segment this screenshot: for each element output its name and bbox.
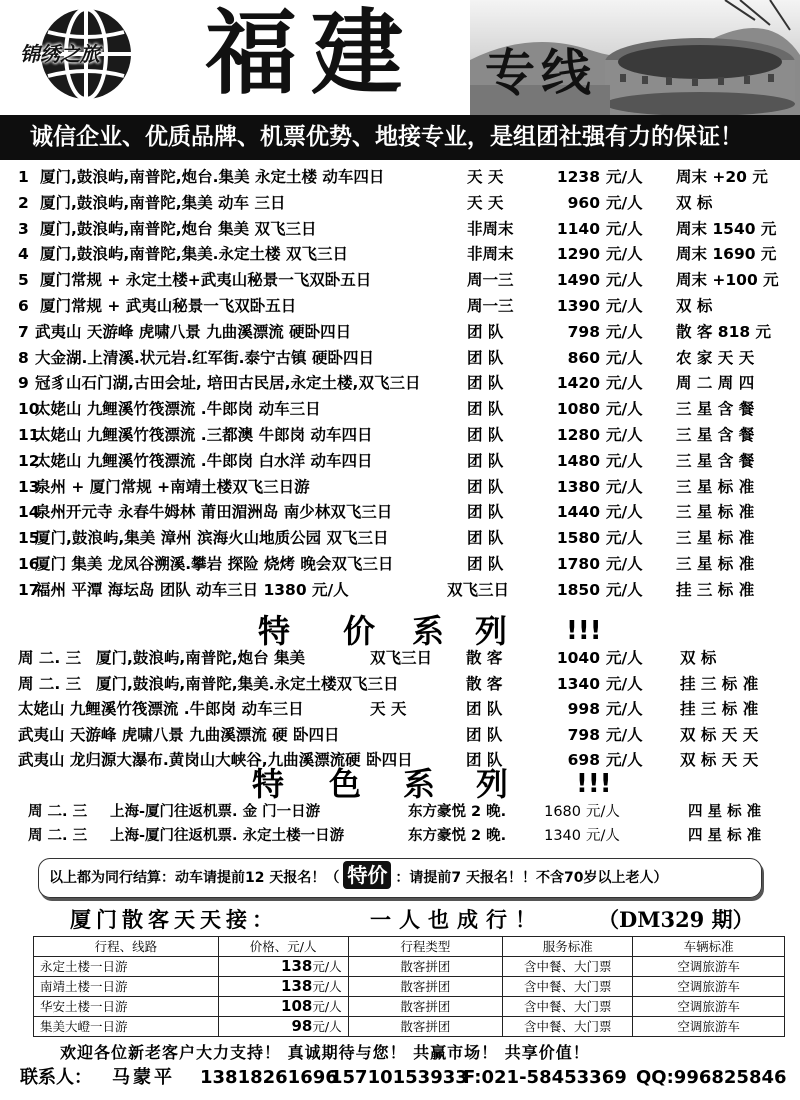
issue-number: （DM329 期） [598, 907, 754, 932]
tour-note: 周末 +20 元 [676, 168, 768, 186]
price-unit: 元/人 [606, 297, 643, 315]
price-value: 108 [281, 997, 313, 1015]
tour-schedule: 团 队 [467, 348, 504, 367]
vehicle-cell: 空调旅游车 [633, 977, 785, 997]
tour-schedule: 非周末 [467, 219, 514, 238]
price-unit: 元/人 [606, 503, 643, 522]
tour-note: 挂 三 标 准 [676, 580, 755, 599]
tour-row [0, 241, 800, 267]
special-route: 厦门,鼓浪屿,南普陀,集美.永定土楼双飞三日 [96, 674, 399, 693]
price-unit: 元/人 [312, 999, 342, 1014]
tour-row [0, 216, 800, 242]
tour-row [0, 396, 800, 422]
tour-number: 15 [18, 529, 40, 548]
tour-note: 三 星 含 餐 [676, 400, 755, 419]
tour-number: 7 [18, 322, 29, 341]
vehicle-cell: 空调旅游车 [633, 1017, 785, 1037]
section-title-char: 列 [476, 765, 509, 803]
tour-schedule: 非周末 [467, 245, 514, 264]
feature-note: 四 星 标 准 [688, 804, 762, 820]
tour-price: 1440 [556, 503, 600, 522]
special-price-row [0, 696, 800, 722]
tour-route: 厦门,鼓浪屿,集美 漳州 滨海火山地质公园 双飞三日 [35, 529, 389, 548]
price-unit: 元/人 [606, 400, 643, 419]
table-row [34, 977, 785, 997]
tour-route: 太姥山 九鲤溪竹筏漂流 .牛郎岗 白水洋 动车四日 [35, 451, 373, 470]
tour-number: 17 [18, 580, 40, 599]
fax-number: F:021-58453369 [463, 1067, 627, 1088]
tour-route: 冠豸山石门湖,古田会址, 培田古民居,永定土楼,双飞三日 [35, 374, 421, 393]
service-cell: 含中餐、大门票 [503, 997, 633, 1017]
feature-hotel: 东方豪悦 2 晚. [408, 828, 507, 844]
price-unit: 元/人 [606, 322, 643, 341]
price-unit: 元/人 [606, 245, 643, 264]
price-unit: 元/人 [606, 426, 643, 444]
price-unit: 元/人 [586, 828, 620, 844]
tour-price: 1290 [556, 245, 600, 264]
special-day: 周 二. 三 [18, 649, 82, 667]
special-note: 双 标 [680, 649, 717, 667]
tour-schedule: 周一三 [467, 297, 514, 315]
tour-row [0, 370, 800, 396]
special-day: 周 二. 三 [18, 674, 82, 693]
vehicle-cell: 空调旅游车 [633, 997, 785, 1017]
service-cell: 含中餐、大门票 [503, 1017, 633, 1037]
price-unit: 元/人 [312, 959, 342, 974]
price-unit: 元/人 [606, 700, 643, 718]
tour-route: 泉州开元寺 永春牛姆林 莆田湄洲岛 南少林双飞三日 [35, 503, 393, 522]
special-type: 团 队 [466, 725, 503, 744]
column-header: 车辆标准 [633, 937, 785, 957]
slogan-bar: 诚信企业、优质品牌、机票优势、地接专业，是组团社强有力的保证！ [0, 115, 800, 160]
pickup-slogan: 一人也成行！ [370, 908, 544, 932]
special-price-row [0, 645, 800, 671]
feature-note: 四 星 标 准 [688, 828, 762, 844]
tour-price: 860 [567, 348, 600, 367]
notice-text-after: ：请提前7 天报名！！不含70岁以上老人） [395, 870, 668, 886]
tour-schedule: 团 队 [467, 529, 504, 548]
special-price: 798 [567, 725, 600, 744]
tour-price: 1480 [556, 451, 600, 470]
notice-text-before: 以上都为同行结算：动车请提前12 天报名！（ [49, 870, 340, 886]
tour-number: 6 [18, 297, 29, 315]
page-title: 福建 [205, 0, 418, 107]
tour-route: 厦门,鼓浪屿,南普陀,炮台.集美 永定土楼 动车四日 [40, 168, 385, 186]
tour-row [0, 164, 800, 190]
column-header: 价格、元/人 [218, 937, 348, 957]
tour-number: 11 [18, 426, 40, 444]
special-type: 团 队 [466, 751, 503, 769]
feature-day: 周 二. 三 [28, 828, 88, 844]
special-note: 双 标 天 天 [680, 751, 759, 769]
tour-row [0, 190, 800, 216]
tour-price: 1380 [556, 477, 600, 496]
tour-schedule: 团 队 [467, 374, 504, 393]
tour-price: 798 [567, 322, 600, 341]
special-note: 双 标 天 天 [680, 725, 759, 744]
tour-price: 960 [567, 193, 600, 212]
vehicle-cell: 空调旅游车 [633, 957, 785, 977]
tour-note: 散 客 818 元 [676, 322, 772, 341]
tour-schedule: 天 天 [467, 193, 504, 212]
special-trip: 天 天 [370, 700, 407, 718]
section-title-char: 列 [475, 612, 508, 650]
price-cell [218, 977, 348, 997]
special-feature-row [0, 799, 800, 825]
tour-note: 周 二 周 四 [676, 374, 755, 393]
tour-row [0, 345, 800, 371]
tour-price: 1490 [556, 271, 600, 290]
tour-schedule: 双飞三日 [447, 580, 510, 599]
price-value: 138 [281, 977, 313, 995]
route-cell: 集美大嶝一日游 [34, 1017, 219, 1037]
column-header: 行程类型 [348, 937, 503, 957]
feature-day: 周 二. 三 [28, 804, 88, 820]
pickup-table [33, 936, 785, 1037]
tour-row [0, 448, 800, 474]
welcome-message: 欢迎各位新老客户大力支持！ 真诚期待与您！ 共赢市场！ 共享价值！ [60, 1043, 590, 1062]
tour-number: 1 [18, 168, 29, 186]
feature-price: 1680 [544, 804, 581, 820]
tour-row [0, 267, 800, 293]
table-row [34, 1017, 785, 1037]
contact-bar [0, 1063, 800, 1093]
price-unit: 元/人 [606, 555, 643, 573]
type-cell: 散客拼团 [348, 977, 503, 997]
tour-number: 13 [18, 477, 40, 496]
section-title-char: !!! [566, 616, 602, 646]
table-row [34, 957, 785, 977]
tour-note: 三 星 含 餐 [676, 426, 755, 444]
tour-route: 武夷山 天游峰 虎啸八景 九曲溪漂流 硬卧四日 [35, 322, 352, 341]
tour-number: 14 [18, 503, 40, 522]
special-price: 1340 [556, 674, 600, 693]
price-unit: 元/人 [606, 674, 643, 693]
special-price-row [0, 722, 800, 748]
tour-row [0, 474, 800, 500]
tour-row [0, 499, 800, 525]
tour-note: 周末 +100 元 [676, 271, 779, 290]
price-unit: 元/人 [606, 193, 643, 212]
tour-schedule: 团 队 [467, 503, 504, 522]
tour-route: 厦门,鼓浪屿,南普陀,集美.永定土楼 双飞三日 [40, 245, 348, 264]
price-unit: 元/人 [606, 580, 643, 599]
tour-route: 太姥山 九鲤溪竹筏漂流 .三都澳 牛郎岗 动车四日 [35, 426, 373, 444]
price-unit: 元/人 [606, 168, 643, 186]
section-title-char: 价 [343, 612, 376, 650]
header-banner [0, 0, 800, 115]
price-unit: 元/人 [606, 348, 643, 367]
tour-schedule: 团 队 [467, 555, 504, 573]
tour-number: 9 [18, 374, 29, 393]
special-route: 武夷山 龙归源大瀑布.黄岗山大峡谷,九曲溪漂流硬 卧四日 [18, 751, 413, 769]
special-route: 太姥山 九鲤溪竹筏漂流 .牛郎岗 动车三日 [18, 700, 304, 718]
section-title-char: 色 [329, 765, 362, 803]
column-header: 服务标准 [503, 937, 633, 957]
price-unit: 元/人 [606, 751, 643, 769]
tour-schedule: 天 天 [467, 168, 504, 186]
tour-row [0, 525, 800, 551]
tour-note: 三 星 标 准 [676, 477, 755, 496]
section-title-char: 特 [252, 765, 285, 803]
tour-schedule: 团 队 [467, 426, 504, 444]
tour-price: 1238 [556, 168, 600, 186]
tour-row [0, 293, 800, 319]
logo-text: 锦绣之旅 [20, 42, 100, 66]
tour-schedule: 团 队 [467, 400, 504, 419]
service-cell: 含中餐、大门票 [503, 957, 633, 977]
type-cell: 散客拼团 [348, 997, 503, 1017]
special-type: 散 客 [466, 649, 503, 667]
special-trip: 双飞三日 [370, 649, 433, 667]
tour-number: 3 [18, 219, 29, 238]
route-cell: 永定土楼一日游 [34, 957, 219, 977]
type-cell: 散客拼团 [348, 957, 503, 977]
tour-row [0, 319, 800, 345]
tour-note: 三 星 标 准 [676, 555, 755, 573]
special-note: 挂 三 标 准 [680, 700, 759, 718]
price-unit: 元/人 [606, 219, 643, 238]
tour-number: 4 [18, 245, 29, 264]
special-type: 团 队 [466, 700, 503, 718]
tour-number: 16 [18, 555, 40, 573]
booking-notice [38, 858, 762, 898]
special-price: 998 [567, 700, 600, 718]
route-cell: 华安土楼一日游 [34, 997, 219, 1017]
tour-price: 1580 [556, 529, 600, 548]
tour-number: 12 [18, 451, 40, 470]
price-unit: 元/人 [606, 649, 643, 667]
special-price-badge: 特价 [343, 861, 391, 889]
phone-number: 13818261696 [200, 1067, 338, 1088]
price-unit: 元/人 [606, 477, 643, 496]
price-unit: 元/人 [606, 529, 643, 548]
price-cell [218, 997, 348, 1017]
section-title-char: 系 [403, 765, 436, 803]
special-route: 厦门,鼓浪屿,南普陀,炮台 集美 [96, 649, 306, 667]
price-value: 138 [281, 957, 313, 975]
page-subtitle: 专线 [485, 43, 597, 102]
section-title-char: 特 [258, 612, 291, 650]
feature-price: 1340 [544, 828, 581, 844]
feature-route: 上海-厦门往返机票. 永定土楼一日游 [110, 828, 345, 844]
tour-note: 三 星 标 准 [676, 529, 755, 548]
price-unit: 元/人 [606, 374, 643, 393]
tour-row [0, 577, 800, 603]
special-price: 698 [567, 751, 600, 769]
tour-number: 5 [18, 271, 29, 290]
feature-route: 上海-厦门往返机票. 金 门一日游 [110, 804, 321, 820]
tour-route: 厦门常规 + 武夷山秘景一飞双卧五日 [40, 297, 297, 315]
tour-row [0, 422, 800, 448]
feature-hotel: 东方豪悦 2 晚. [408, 804, 507, 820]
tour-route: 厦门,鼓浪屿,南普陀,炮台 集美 双飞三日 [40, 219, 317, 238]
tour-schedule: 团 队 [467, 322, 504, 341]
tour-price: 1850 [556, 580, 600, 599]
tour-route: 福州 平潭 海坛岛 团队 动车三日 1380 元/人 [35, 580, 349, 599]
price-unit: 元/人 [606, 271, 643, 290]
tour-schedule: 周一三 [467, 271, 514, 290]
tour-note: 周末 1690 元 [676, 245, 777, 264]
special-price: 1040 [556, 649, 600, 667]
pickup-title: 厦门散客天天接： [70, 908, 278, 932]
price-value: 98 [291, 1017, 313, 1035]
special-note: 挂 三 标 准 [680, 674, 759, 693]
tour-price: 1420 [556, 374, 600, 393]
section-title-char: 系 [412, 612, 445, 650]
tour-row [0, 551, 800, 577]
pickup-header [70, 904, 770, 936]
tour-route: 大金湖.上清溪.状元岩.红军街.泰宁古镇 硬卧四日 [35, 348, 374, 367]
tour-note: 三 星 标 准 [676, 503, 755, 522]
contact-label: 联系人： [20, 1067, 92, 1088]
tour-schedule: 团 队 [467, 477, 504, 496]
special-price-row [0, 747, 800, 773]
price-unit: 元/人 [586, 804, 620, 820]
price-unit: 元/人 [606, 451, 643, 470]
tour-route: 厦门 集美 龙凤谷溯溪.攀岩 探险 烧烤 晚会双飞三日 [35, 555, 394, 573]
tour-price: 1140 [556, 219, 600, 238]
tour-route: 太姥山 九鲤溪竹筏漂流 .牛郎岗 动车三日 [35, 400, 321, 419]
route-cell: 南靖土楼一日游 [34, 977, 219, 997]
special-route: 武夷山 天游峰 虎啸八景 九曲溪漂流 硬 卧四日 [18, 725, 340, 744]
tour-route: 厦门常规 + 永定土楼+武夷山秘景一飞双卧五日 [40, 271, 372, 290]
price-unit: 元/人 [606, 725, 643, 744]
tour-price: 1780 [556, 555, 600, 573]
tour-note: 三 星 含 餐 [676, 451, 755, 470]
tour-number: 8 [18, 348, 29, 367]
tour-note: 双 标 [676, 193, 713, 212]
price-unit: 元/人 [312, 979, 342, 994]
service-cell: 含中餐、大门票 [503, 977, 633, 997]
tour-route: 厦门,鼓浪屿,南普陀,集美 动车 三日 [40, 193, 286, 212]
section-title-char: !!! [576, 769, 612, 799]
tour-note: 农 家 天 天 [676, 348, 755, 367]
tour-number: 2 [18, 193, 29, 212]
price-cell [218, 1017, 348, 1037]
column-header: 行程、线路 [34, 937, 219, 957]
type-cell: 散客拼团 [348, 1017, 503, 1037]
contact-name: 马蒙平 [112, 1067, 175, 1088]
qq-number: QQ:996825846 [636, 1067, 787, 1088]
special-price-row [0, 671, 800, 697]
tour-route: 泉州 + 厦门常规 +南靖土楼双飞三日游 [35, 477, 310, 496]
tour-price: 1080 [556, 400, 600, 419]
price-unit: 元/人 [312, 1019, 342, 1034]
table-header-row [34, 937, 785, 957]
table-row [34, 997, 785, 1017]
tour-price: 1390 [556, 297, 600, 315]
special-type: 散 客 [466, 674, 503, 693]
tour-price: 1280 [556, 426, 600, 444]
tour-note: 周末 1540 元 [676, 219, 777, 238]
tour-number: 10 [18, 400, 40, 419]
tour-note: 双 标 [676, 297, 713, 315]
phone-number: 15710153933 [330, 1067, 468, 1088]
price-cell [218, 957, 348, 977]
tour-schedule: 团 队 [467, 451, 504, 470]
special-feature-row [0, 823, 800, 849]
